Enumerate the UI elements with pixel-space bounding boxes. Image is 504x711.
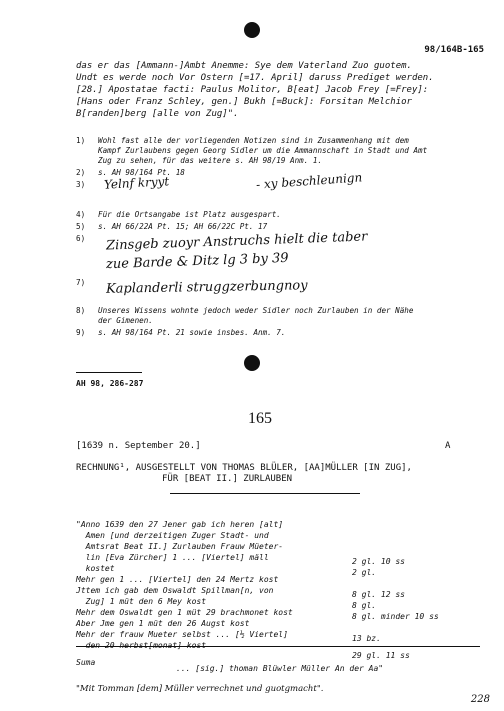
account-text: Jttem ich gab dem Oswaldt Spillman[n, von: [76, 586, 274, 595]
account-text: Amtsrat Beat II.] Zurlauben Frauw Müeter-: [76, 542, 284, 551]
footnote-row-handwritten: [76, 278, 486, 306]
document-date: [1639 n. September 20.]: [76, 441, 201, 451]
footnotes: [76, 136, 486, 340]
footnote-number: 5): [76, 222, 86, 231]
closing-note: "Mit Tomman [dem] Müller verrechnet und guotgmacht".: [76, 684, 324, 694]
document-title-line-1: RECHNUNG¹, AUSGESTELLT VON THOMAS BLÜLER, [AA]MÜLLER [IN ZUG],: [76, 463, 412, 473]
account-amount: 2 gl.: [352, 568, 377, 577]
sum-line: [76, 650, 480, 667]
signature-row: [76, 663, 480, 676]
account-line: [76, 534, 480, 551]
footnote-number: 9): [76, 328, 86, 337]
account-line: [76, 523, 480, 540]
sum-amount: 29 gl. 11 ss: [352, 651, 410, 660]
account-amount: 2 gl. 10 ss: [352, 557, 405, 566]
account-line: [76, 556, 480, 573]
footnote-text: s. AH 98/164 Pt. 18: [98, 168, 185, 177]
handwritten-fragment: zue Barde & Ditz lg 3 by 39: [105, 250, 289, 273]
account-amount: 8 gl. minder 10 ss: [352, 612, 439, 621]
account-line: [76, 567, 480, 584]
sum-label: Suma: [76, 658, 96, 667]
footnote-text: s. AH 98/164 Pt. 21 sowie insbes. Anm. 7.: [98, 328, 286, 337]
footnote-row: [76, 316, 486, 328]
footnote-text: Kampf Zurlaubens gegen Georg Sidler um die Ammannschaft in Stadt und Amt: [98, 146, 428, 155]
document-number: 165: [248, 410, 272, 427]
footnote-row: [76, 306, 486, 316]
footnote-row: [76, 210, 486, 222]
account-text: lin [Eva Zürcher] 1 ... [Viertel] mäll: [76, 553, 269, 562]
signature-line: ... [sig.] thoman Blüwler Müller An der Aa": [176, 664, 384, 673]
footnote-number: [76, 156, 98, 168]
footnote-row: [76, 136, 486, 146]
footnote-number: 1): [76, 136, 86, 145]
footnote-number: [76, 316, 98, 328]
handwritten-fragment: Zinsgeb zuoyr Anstruchs hielt die taber: [105, 229, 368, 254]
footnote-row: [76, 146, 486, 156]
account-line: [76, 611, 480, 628]
account-amount: 13 bz.: [352, 634, 381, 643]
punch-hole-middle: [244, 355, 260, 371]
account-text: Amen [und derzeitigen Zuger Stadt- und: [76, 531, 269, 540]
footnote-text: Zug zu sehen, für das weitere s. AH 98/19 Anm. 1.: [98, 156, 323, 165]
account-line: [76, 512, 480, 529]
footnote-row-handwritten: [76, 229, 486, 278]
closing-row: [76, 676, 480, 694]
separator-line: [76, 372, 142, 373]
footnote-row: [76, 156, 486, 168]
punch-hole-top: [244, 22, 260, 38]
footnote-number: 4): [76, 210, 86, 219]
handwritten-fragment: Kaplanderli struggzerbungnoy: [105, 278, 308, 297]
footnote-row: [76, 328, 486, 340]
source-reference: AH 98, 286-287: [76, 379, 144, 388]
footnote-text: Für die Ortsangabe ist Platz ausgespart.: [98, 210, 281, 219]
account-amount: 8 gl.: [352, 601, 377, 610]
intro-line: das er das [Ammann-]Ambt Anemme: Sye dem Vaterland Zuo guotem.: [76, 61, 412, 71]
intro-line: Undt es werde noch Vor Ostern [=17. April] daruss Prediget werden.: [76, 73, 434, 83]
handwritten-fragment: Yelnf kryyt: [103, 174, 170, 192]
page-reference: 98/164B-165: [424, 45, 484, 55]
handwritten-fragment: - xy beschleunign: [255, 170, 363, 192]
account-text: den 20 herbst[monat] kost: [76, 641, 207, 650]
account-text: Mehr gen 1 ... [Viertel] den 24 Mertz kost: [76, 575, 279, 584]
account-amount: 8 gl. 12 ss: [352, 590, 405, 599]
footnote-number: 6): [76, 234, 86, 243]
footnote-text: s. AH 66/22A Pt. 15; AH 66/22C Pt. 17: [98, 222, 268, 231]
document-title-line-2: FÜR [BEAT II.] ZURLAUBEN: [162, 474, 293, 484]
account-line: [76, 633, 480, 650]
title-rule: [170, 493, 360, 494]
account-text: "Anno 1639 den 27 Jener gab ich heren [alt]: [76, 520, 284, 529]
document-grade: A: [445, 441, 451, 451]
intro-line: B[randen]berg [alle von Zug]".: [76, 109, 239, 119]
account-line: [76, 589, 480, 606]
intro-block: [76, 60, 434, 120]
footnote-number: 8): [76, 306, 86, 315]
account-block: [76, 512, 480, 694]
account-text: Aber Jme gen 1 müt den 26 Augst kost: [76, 619, 250, 628]
intro-line: [Hans oder Franz Schley, gen.] Bukh [=Buck]: Forsitan Melchior: [76, 97, 412, 107]
footnote-number: 7): [76, 278, 86, 287]
account-text: Mehr der frauw Mueter selbst ... [½ Viertel]: [76, 630, 288, 639]
footnote-text: Wohl fast alle der vorliegenden Notizen sind in Zusammenhang mit dem: [98, 136, 409, 145]
footnote-text: Unseres Wissens wohnte jedoch weder Sidler noch Zurlauben in der Nähe: [98, 306, 414, 315]
footnote-text: der Gimenen.: [98, 316, 153, 325]
footnote-number: 2): [76, 168, 86, 177]
account-text: Mehr dem Oswaldt gen 1 müt 29 brachmonet kost: [76, 608, 293, 617]
account-text: Zug] 1 müt den 6 Mey kost: [76, 597, 207, 606]
account-text: kostet: [76, 564, 115, 573]
footnote-number: 3): [76, 180, 86, 189]
footnote-number: [76, 146, 98, 156]
handwritten-page-number: 228: [470, 694, 490, 705]
intro-line: [28.] Apostatae facti: Paulus Molitor, B[eat] Jacob Frey [=Frey]:: [76, 85, 429, 95]
